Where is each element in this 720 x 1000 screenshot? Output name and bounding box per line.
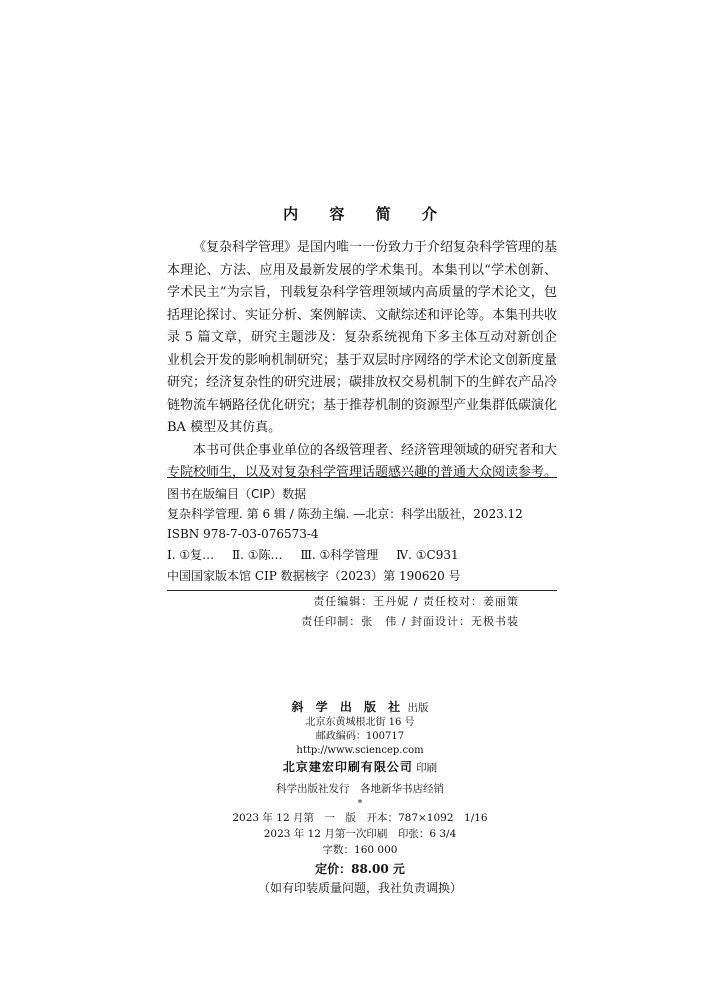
publisher-url: http://www.sciencep.com <box>296 745 424 756</box>
intro-paragraph: 《复杂科学管理》是国内唯一一份致力于介绍复杂科学管理的基本理论、方法、应用及最新发展的学术集刊。本集刊以“学术创新、学术民主”为宗旨，刊载复杂科学管理领域内高质量的学术论文，包括理论探讨、实证分析、案例解读、文献综述和评论等。本集刊共收录 5 篇文章，研究主题涉及：复杂系统视角下多主体互动对新创企业机会开发的影响机制研究；基于双层时序网络的学术论文创新度量研究；经济复杂性的研究进展；碳排放权交易机制下的生鲜农产品冷链物流车辆路径优化研究；基于推荐机制的资源型产业集群低碳演化 BA 模型及其仿真。 <box>167 240 558 435</box>
section-title: 内 容 简 介 <box>283 205 450 223</box>
publisher-name: 斜 学 出 版 社 <box>291 700 405 714</box>
cip-class-item: Ⅰ. ①复… <box>167 548 215 562</box>
price: 定价：88.00 元 <box>315 862 405 876</box>
editorial-credits <box>167 592 557 632</box>
cip-heading: 图书在版编目（CIP）数据 <box>167 487 307 501</box>
word-count: 字数：160 000 <box>322 844 398 856</box>
cip-verification: 中国国家版本馆 CIP 数据核字（2023）第 190620 号 <box>167 569 461 583</box>
cip-isbn: ISBN 978-7-03-076573-4 <box>167 527 319 541</box>
credit-line: 责任印制：张 伟 / 封面设计：无极书装 <box>301 615 519 628</box>
separator-star: * <box>357 799 363 809</box>
publication-info <box>0 698 720 898</box>
intro-paragraph: 本书可供企事业单位的各级管理者、经济管理领域的研究者和大专院校师生，以及对复杂科学管理话题感兴趣的普通大众阅读参考。 <box>167 442 558 480</box>
printer-line <box>0 758 720 777</box>
cip-classifications <box>167 544 557 566</box>
cip-class-item: Ⅲ. ①科学管理 <box>300 548 379 562</box>
publisher-name-suffix: 出版 <box>407 702 429 714</box>
cip-bibliographic-line: 复杂科学管理. 第 6 辑 / 陈劲主编. —北京：科学出版社，2023.12 <box>167 507 523 521</box>
printing-line: 2023 年 12 月第一次印刷 印张：6 3/4 <box>263 828 457 840</box>
printer-suffix: 印刷 <box>416 762 438 774</box>
publisher-postcode: 邮政编码：100717 <box>315 731 405 742</box>
credit-line: 责任编辑：王丹妮 / 责任校对：姜丽策 <box>313 595 519 608</box>
printer-name: 北京建宏印刷有限公司 <box>282 760 413 774</box>
edition-line: 2023 年 12 月第 一 版 开本：787×1092 1/16 <box>232 812 488 824</box>
cip-block <box>167 477 557 591</box>
introduction <box>167 237 557 485</box>
cip-class-item: Ⅱ. ①陈… <box>231 548 283 562</box>
publisher-address: 北京东黄城根北街 16 号 <box>305 717 415 728</box>
quality-note: （如有印装质量问题，我社负责调换） <box>257 881 462 895</box>
distribution-line: 科学出版社发行 各地新华书店经销 <box>276 783 444 795</box>
publisher-line <box>0 698 720 716</box>
cip-class-item: Ⅳ. ①C931 <box>396 548 459 562</box>
